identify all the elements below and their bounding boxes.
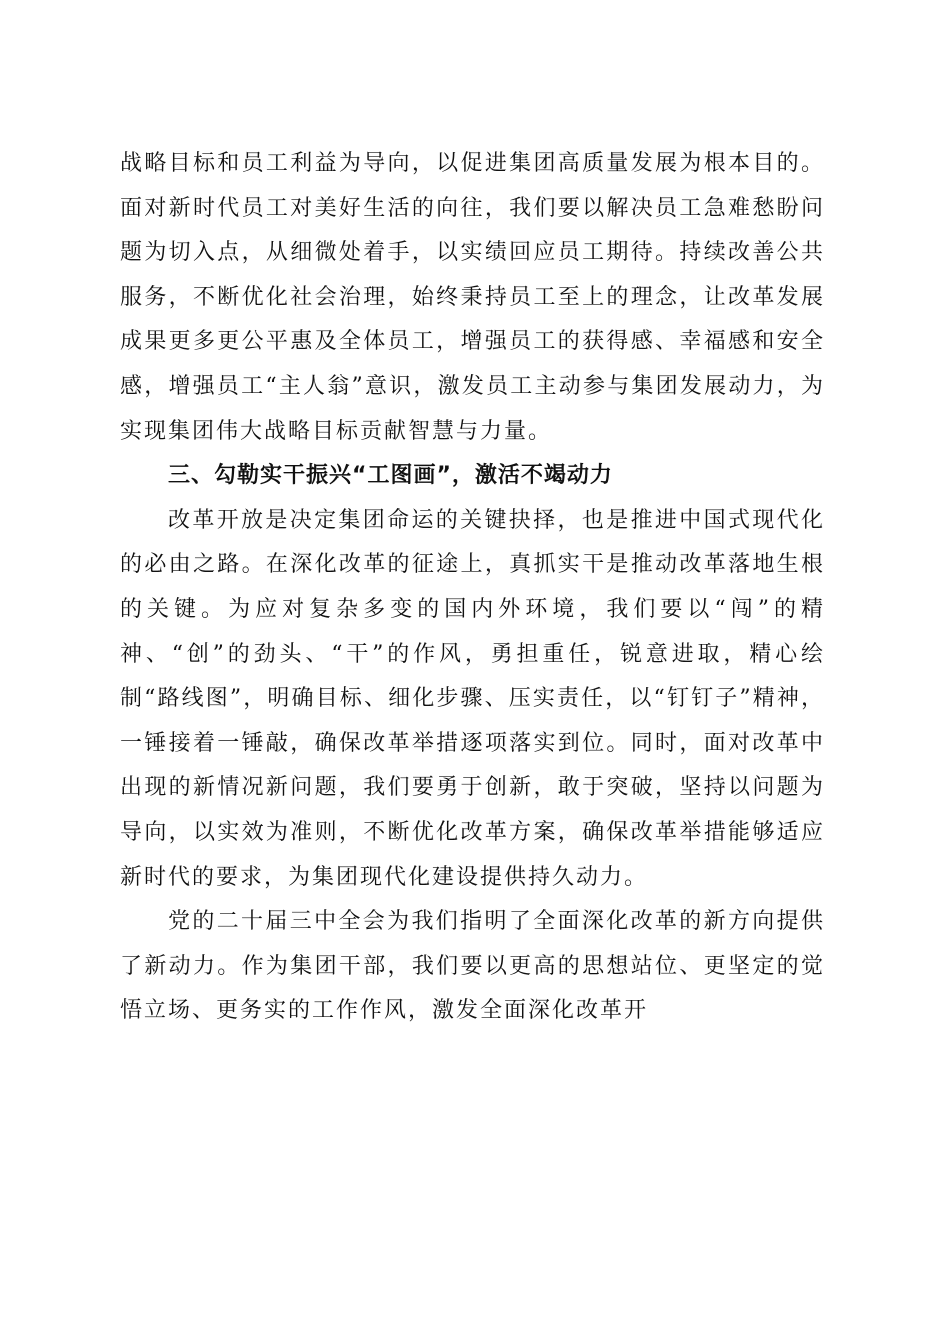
body-paragraph-2: 改革开放是决定集团命运的关键抉择，也是推进中国式现代化的必由之路。在深化改革的征途上，真抓实干是推动改革落地生根的关键。为应对复杂多变的国内外环境，我们要以“闯”的精神、“创”的劲头、“干”的作风，勇担重任，锐意进取，精心绘制“路线图”，明确目标、细化步骤、压实责任，以“钉钉子”精神，一锤接着一锤敲，确保改革举措逐项落实到位。同时，面对改革中出现的新情况新问题，我们要勇于创新，敢于突破，坚持以问题为导向，以实效为准则，不断优化改革方案，确保改革举措能够适应新时代的要求，为集团现代化建设提供持久动力。	[120, 507, 825, 890]
section-heading-3: 三、勾勒实干振兴“工图画”，激活不竭动力	[168, 463, 613, 489]
document-page	[120, 142, 825, 1034]
body-paragraph-3: 党的二十届三中全会为我们指明了全面深化改革的新方向提供了新动力。作为集团干部，我们要以更高的思想站位、更坚定的觉悟立场、更务实的工作作风，激发全面深化改革开	[120, 909, 825, 1024]
body-paragraph-1: 战略目标和员工利益为导向，以促进集团高质量发展为根本目的。面对新时代员工对美好生活的向往，我们要以解决员工急难愁盼问题为切入点，从细微处着手，以实绩回应员工期待。持续改善公共服务，不断优化社会治理，始终秉持员工至上的理念，让改革发展成果更多更公平惠及全体员工，增强员工的获得感、幸福感和安全感，增强员工“主人翁”意识，激发员工主动参与集团发展动力，为实现集团伟大战略目标贡献智慧与力量。	[120, 151, 825, 444]
